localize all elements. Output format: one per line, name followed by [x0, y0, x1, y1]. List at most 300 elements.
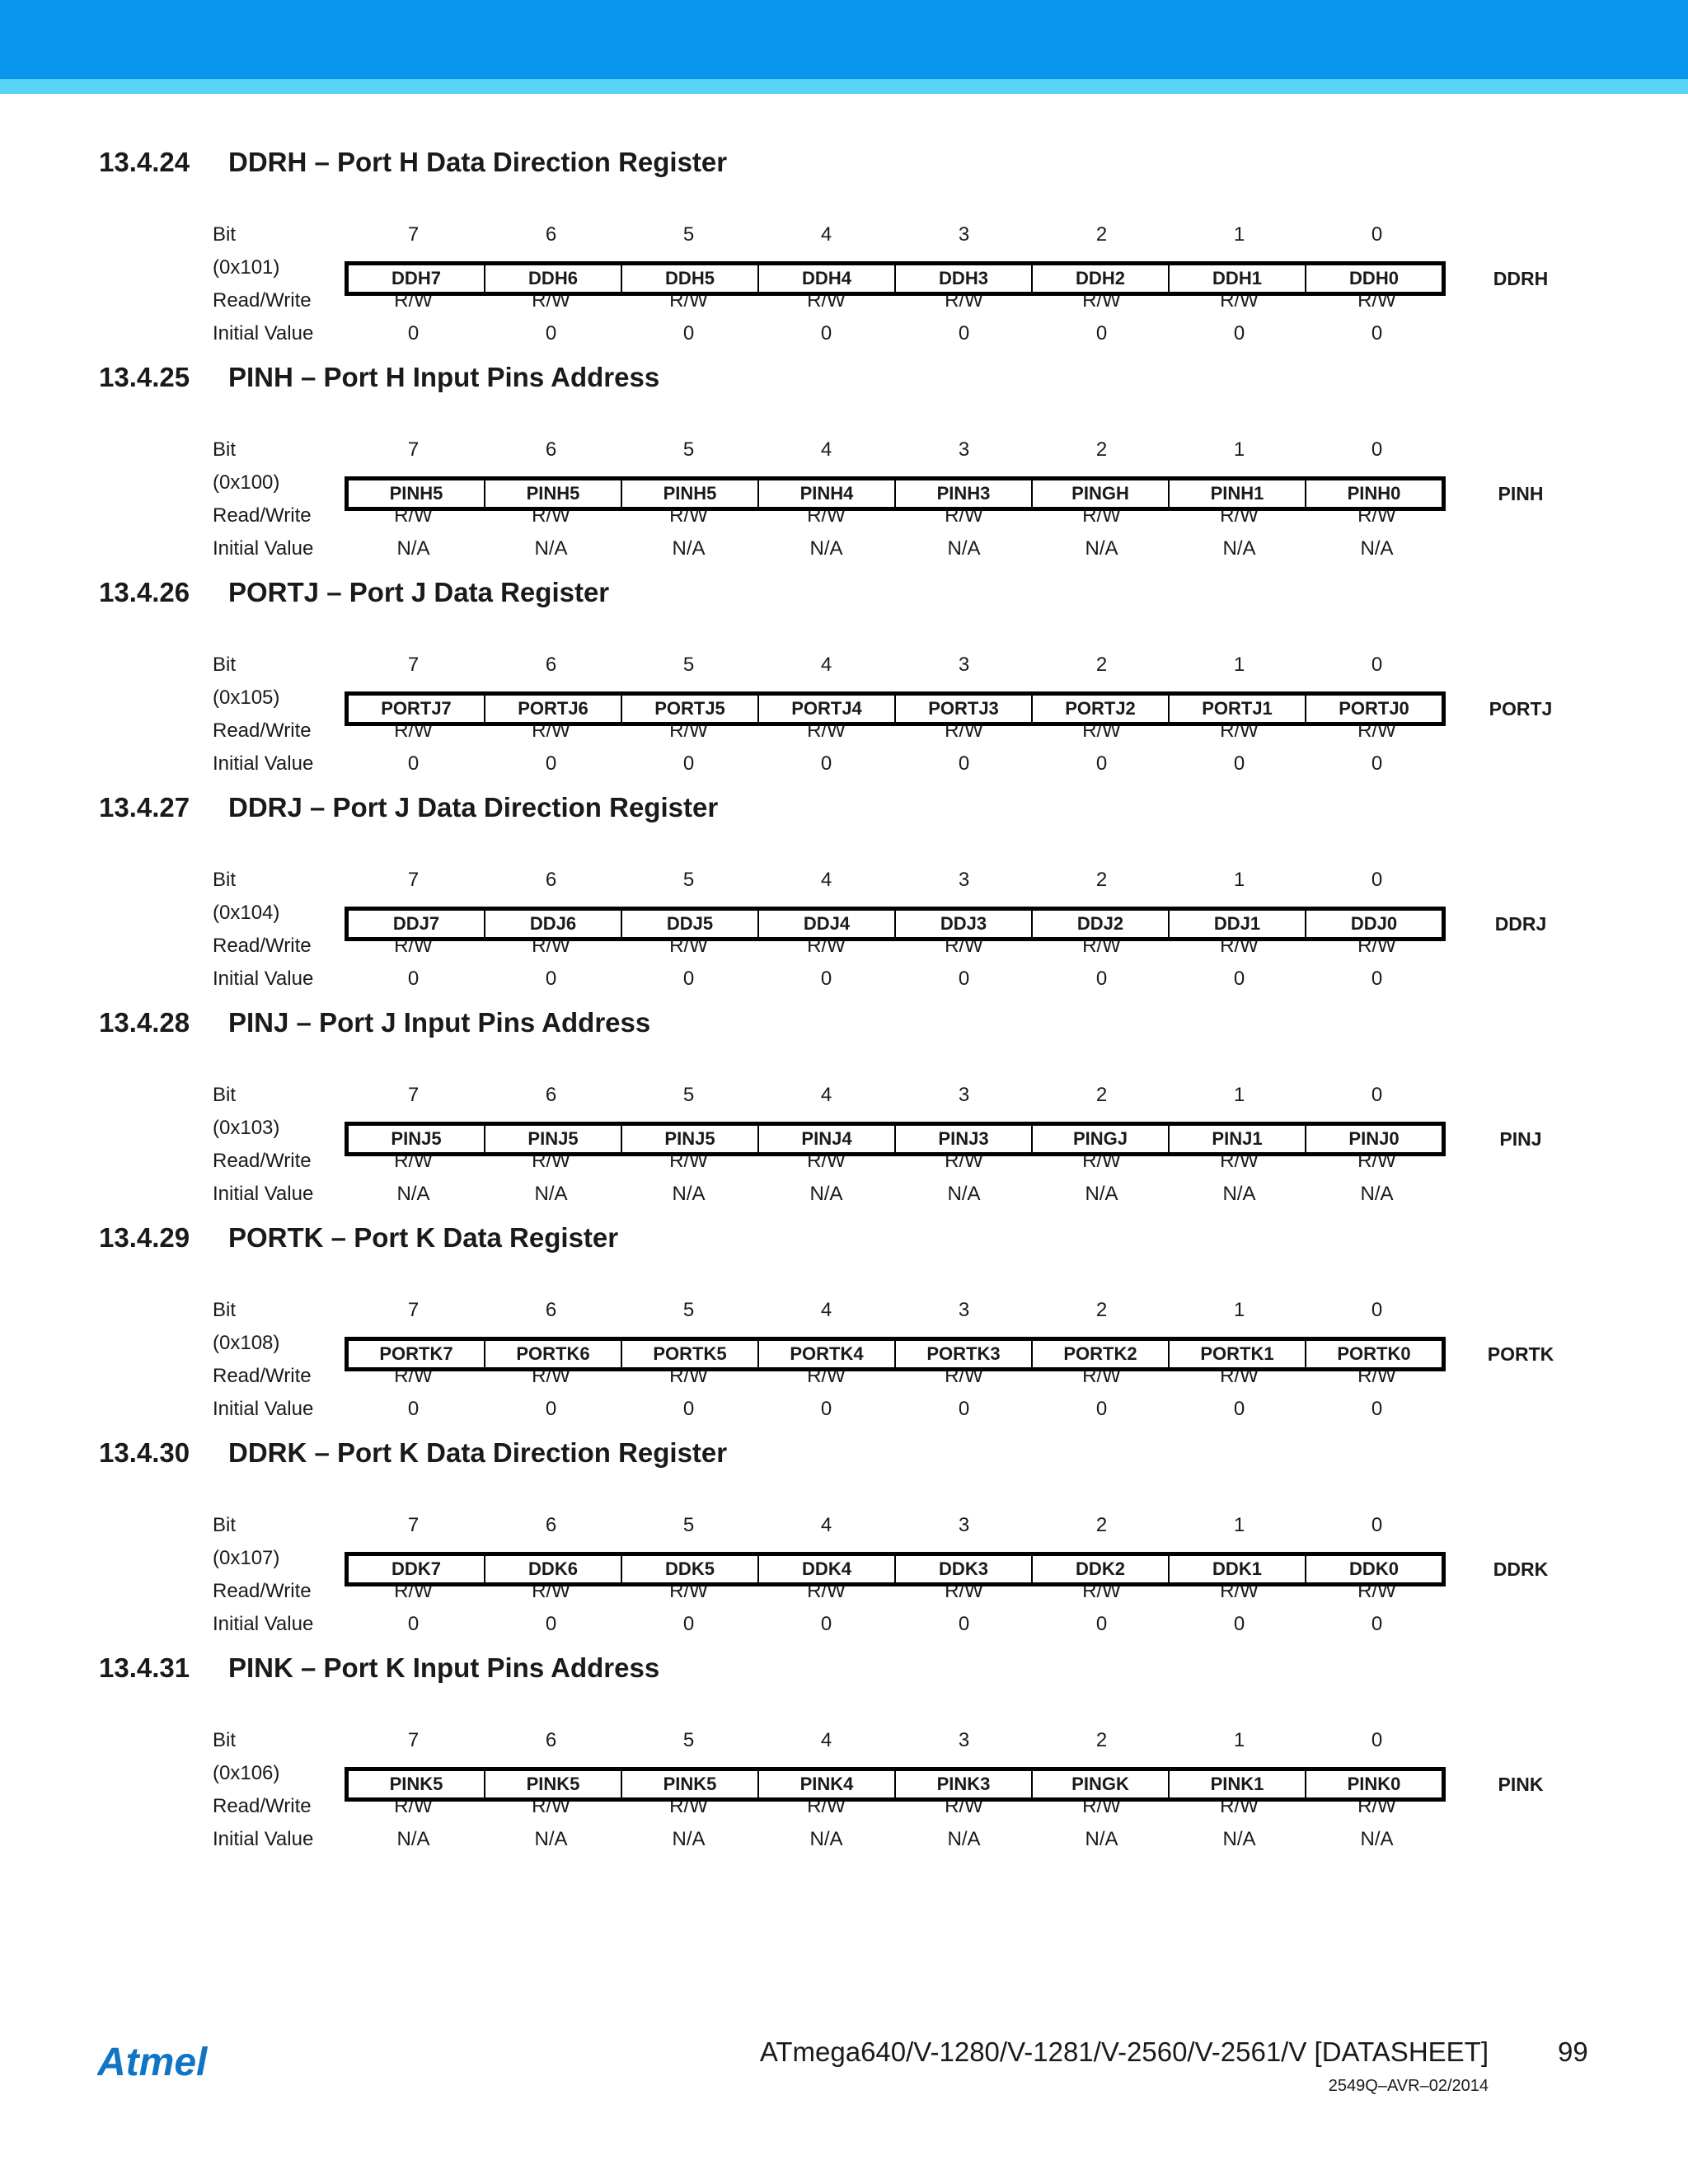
- initial-value: N/A: [534, 537, 568, 560]
- register-name: DDRJ: [1494, 913, 1547, 935]
- bit-number: 4: [820, 1299, 832, 1321]
- bit-name-cell: PINGH: [1031, 480, 1168, 507]
- bit-number: 7: [407, 223, 420, 246]
- register-bit-table: [345, 1767, 1446, 1802]
- section-title: PINK – Port K Input Pins Address: [228, 1652, 660, 1683]
- read-write-value: R/W: [1220, 504, 1259, 527]
- bit-name-cell: PORTJ3: [894, 696, 1031, 722]
- read-write-value: R/W: [807, 1580, 846, 1602]
- read-write-value: R/W: [669, 504, 708, 527]
- read-write-value: R/W: [532, 504, 570, 527]
- read-write-value: R/W: [1220, 1365, 1259, 1387]
- bit-number: 4: [820, 1729, 832, 1751]
- bit-number: 1: [1233, 1299, 1245, 1321]
- register-bit-table: [345, 907, 1446, 941]
- bit-name-cell: DDJ7: [392, 913, 440, 934]
- bit-number: 4: [820, 438, 832, 461]
- initial-value: 0: [545, 1398, 557, 1420]
- read-write-value: R/W: [945, 1795, 983, 1817]
- bit-name-cell: DDH5: [621, 265, 757, 292]
- initial-value: 0: [545, 322, 557, 344]
- initial-value: 0: [820, 1613, 832, 1635]
- read-write-value: R/W: [532, 289, 570, 312]
- bit-number: 6: [545, 1299, 557, 1321]
- read-write-value: R/W: [532, 1365, 570, 1387]
- initial-value: 0: [407, 1613, 420, 1635]
- read-write-value: R/W: [807, 935, 846, 957]
- bit-number: 4: [820, 1084, 832, 1106]
- bit-row-label: Bit: [213, 438, 237, 461]
- initial-value: N/A: [1085, 1828, 1118, 1850]
- bit-number: 5: [682, 654, 695, 676]
- initial-value: N/A: [1360, 1183, 1394, 1205]
- initial-value: 0: [820, 968, 832, 990]
- read-write-value: R/W: [1357, 1365, 1396, 1387]
- bit-number: 3: [958, 1084, 970, 1106]
- initial-value: 0: [682, 752, 695, 775]
- register-name: PINH: [1498, 483, 1544, 504]
- bit-row-label: Bit: [213, 869, 237, 891]
- section-number: 13.4.30: [99, 1437, 190, 1468]
- section-title: DDRH – Port H Data Direction Register: [228, 147, 728, 177]
- initial-value: 0: [1233, 752, 1245, 775]
- bit-name-cell: DDH4: [757, 265, 894, 292]
- address-label: (0x107): [213, 1547, 280, 1569]
- section-number: 13.4.27: [99, 792, 190, 823]
- section-number: 13.4.28: [99, 1007, 190, 1038]
- read-write-value: R/W: [394, 1795, 433, 1817]
- read-write-value: R/W: [1357, 719, 1396, 742]
- section-number: 13.4.31: [99, 1652, 190, 1683]
- read-write-value: R/W: [1082, 1580, 1121, 1602]
- bit-name-cell: PINH0: [1305, 480, 1442, 507]
- section-number: 13.4.24: [99, 147, 190, 177]
- bit-name-cell: PORTJ6: [484, 696, 621, 722]
- register-name: DDRK: [1493, 1558, 1549, 1580]
- bit-number: 6: [545, 654, 557, 676]
- bit-number: 1: [1233, 1084, 1245, 1106]
- read-write-value: R/W: [807, 1150, 846, 1172]
- register-section: [0, 577, 1688, 792]
- register-name: PINK: [1498, 1774, 1544, 1795]
- read-write-value: R/W: [1357, 289, 1396, 312]
- initial-value-label: Initial Value: [213, 1398, 314, 1420]
- bit-number: 0: [1371, 869, 1383, 891]
- initial-value: 0: [958, 322, 970, 344]
- bit-name-cell: PORTK7: [379, 1343, 453, 1364]
- read-write-value: R/W: [945, 1150, 983, 1172]
- initial-value: N/A: [396, 537, 430, 560]
- bit-name-cell: PINH3: [894, 480, 1031, 507]
- register-bit-table: [345, 261, 1446, 296]
- bit-name-cell: PINK1: [1168, 1771, 1305, 1797]
- bit-name-cell: PINK4: [757, 1771, 894, 1797]
- address-label: (0x100): [213, 471, 280, 494]
- bit-name-cell: PINJ4: [757, 1126, 894, 1152]
- initial-value: 0: [958, 1613, 970, 1635]
- read-write-value: R/W: [1220, 935, 1259, 957]
- bit-number: 7: [407, 438, 420, 461]
- bit-number: 7: [407, 1729, 420, 1751]
- read-write-label: Read/Write: [213, 1150, 312, 1172]
- bit-row-label: Bit: [213, 1084, 237, 1106]
- bit-name-cell: DDH0: [1305, 265, 1442, 292]
- read-write-value: R/W: [1082, 504, 1121, 527]
- bit-number: 1: [1233, 654, 1245, 676]
- register-section: [0, 362, 1688, 577]
- initial-value: 0: [1095, 968, 1108, 990]
- initial-value: 0: [1371, 1613, 1383, 1635]
- initial-value: 0: [407, 322, 420, 344]
- bit-name-cell: DDJ0: [1305, 911, 1442, 937]
- initial-value-label: Initial Value: [213, 752, 314, 775]
- initial-value: N/A: [396, 1183, 430, 1205]
- read-write-label: Read/Write: [213, 1580, 312, 1602]
- read-write-value: R/W: [807, 1795, 846, 1817]
- read-write-value: R/W: [1357, 935, 1396, 957]
- bit-number: 5: [682, 1514, 695, 1536]
- initial-value: 0: [407, 752, 420, 775]
- bit-number: 0: [1371, 1084, 1383, 1106]
- bit-number: 1: [1233, 1729, 1245, 1751]
- bit-name-cell: PINH4: [757, 480, 894, 507]
- section-title: DDRJ – Port J Data Direction Register: [228, 792, 719, 823]
- register-bit-table: [345, 1337, 1446, 1371]
- read-write-value: R/W: [1082, 719, 1121, 742]
- read-write-value: R/W: [1082, 935, 1121, 957]
- initial-value: 0: [820, 322, 832, 344]
- initial-value: N/A: [1085, 537, 1118, 560]
- bit-number: 3: [958, 223, 970, 246]
- read-write-value: R/W: [532, 935, 570, 957]
- bit-number: 6: [545, 869, 557, 891]
- bit-number: 6: [545, 1729, 557, 1751]
- address-label: (0x104): [213, 902, 280, 924]
- bit-number: 6: [545, 1084, 557, 1106]
- initial-value: 0: [1371, 1398, 1383, 1420]
- bit-name-cell: DDK0: [1305, 1556, 1442, 1582]
- read-write-value: R/W: [669, 935, 708, 957]
- bit-number: 1: [1233, 438, 1245, 461]
- initial-value: N/A: [1222, 1183, 1256, 1205]
- header-stripe: [0, 79, 1688, 94]
- read-write-value: R/W: [532, 1150, 570, 1172]
- bit-name-cell: PORTK2: [1031, 1341, 1168, 1367]
- bit-number: 3: [958, 1514, 970, 1536]
- register-section: [0, 792, 1688, 1007]
- bit-name-cell: PORTJ4: [757, 696, 894, 722]
- bit-number: 7: [407, 1514, 420, 1536]
- bit-name-cell: PORTK4: [757, 1341, 894, 1367]
- bit-number: 2: [1095, 1514, 1108, 1536]
- initial-value: 0: [1095, 1398, 1108, 1420]
- bit-name-cell: DDK4: [757, 1556, 894, 1582]
- address-label: (0x105): [213, 687, 280, 709]
- initial-value: 0: [820, 752, 832, 775]
- bit-name-cell: PINJ5: [391, 1128, 442, 1149]
- bit-name-cell: DDJ5: [621, 911, 757, 937]
- initial-value: N/A: [947, 1183, 981, 1205]
- bit-name-cell: PINH5: [621, 480, 757, 507]
- bit-name-cell: DDH3: [894, 265, 1031, 292]
- bit-number: 2: [1095, 869, 1108, 891]
- bit-number: 1: [1233, 223, 1245, 246]
- bit-number: 5: [682, 438, 695, 461]
- bit-number: 1: [1233, 1514, 1245, 1536]
- address-label: (0x103): [213, 1117, 280, 1139]
- bit-number: 7: [407, 869, 420, 891]
- initial-value: N/A: [1222, 537, 1256, 560]
- bit-name-cell: PINK5: [621, 1771, 757, 1797]
- read-write-value: R/W: [1357, 1580, 1396, 1602]
- register-section: [0, 1652, 1688, 1868]
- bit-number: 0: [1371, 1299, 1383, 1321]
- register-section: [0, 1222, 1688, 1437]
- bit-number: 3: [958, 654, 970, 676]
- bit-number: 2: [1095, 1299, 1108, 1321]
- address-label: (0x108): [213, 1332, 280, 1354]
- bit-name-cell: DDK7: [392, 1558, 441, 1579]
- initial-value: 0: [1233, 968, 1245, 990]
- read-write-value: R/W: [669, 1795, 708, 1817]
- bit-number: 5: [682, 1299, 695, 1321]
- initial-value: N/A: [672, 1183, 706, 1205]
- read-write-value: R/W: [394, 719, 433, 742]
- register-section: [0, 147, 1688, 362]
- read-write-value: R/W: [945, 719, 983, 742]
- bit-name-cell: PINGJ: [1031, 1126, 1168, 1152]
- read-write-value: R/W: [1220, 1580, 1259, 1602]
- initial-value: 0: [682, 968, 695, 990]
- register-bit-table: [345, 476, 1446, 511]
- bit-name-cell: DDK1: [1168, 1556, 1305, 1582]
- read-write-label: Read/Write: [213, 1365, 312, 1387]
- initial-value-label: Initial Value: [213, 322, 314, 344]
- initial-value-label: Initial Value: [213, 1613, 314, 1635]
- initial-value-label: Initial Value: [213, 537, 314, 560]
- bit-name-cell: PORTJ7: [381, 698, 452, 719]
- read-write-label: Read/Write: [213, 719, 312, 742]
- section-title: PORTK – Port K Data Register: [228, 1222, 619, 1253]
- read-write-value: R/W: [807, 289, 846, 312]
- address-label: (0x101): [213, 256, 280, 279]
- initial-value: 0: [958, 752, 970, 775]
- bit-number: 0: [1371, 223, 1383, 246]
- initial-value: 0: [1095, 322, 1108, 344]
- bit-number: 7: [407, 1299, 420, 1321]
- bit-name-cell: PORTK0: [1305, 1341, 1442, 1367]
- bit-name-cell: PINGK: [1031, 1771, 1168, 1797]
- read-write-label: Read/Write: [213, 1795, 312, 1817]
- read-write-value: R/W: [1220, 289, 1259, 312]
- bit-name-cell: PINH1: [1168, 480, 1305, 507]
- initial-value: N/A: [1360, 1828, 1394, 1850]
- read-write-value: R/W: [394, 1150, 433, 1172]
- bit-number: 2: [1095, 654, 1108, 676]
- initial-value-label: Initial Value: [213, 1183, 314, 1205]
- initial-value: 0: [1095, 1613, 1108, 1635]
- register-bit-table: [345, 691, 1446, 726]
- initial-value: 0: [682, 1613, 695, 1635]
- read-write-value: R/W: [532, 719, 570, 742]
- register-section: [0, 1007, 1688, 1222]
- register-name: PORTJ: [1489, 698, 1553, 719]
- bit-name-cell: PINH5: [484, 480, 621, 507]
- bit-name-cell: PINK5: [389, 1774, 443, 1794]
- initial-value: 0: [407, 1398, 420, 1420]
- bit-number: 2: [1095, 438, 1108, 461]
- read-write-value: R/W: [1220, 1150, 1259, 1172]
- bit-number: 2: [1095, 223, 1108, 246]
- bit-number: 4: [820, 869, 832, 891]
- register-section: [0, 1437, 1688, 1652]
- bit-number: 6: [545, 223, 557, 246]
- document-code: 2549Q–AVR–02/2014: [1328, 2077, 1489, 2095]
- bit-name-cell: DDJ6: [484, 911, 621, 937]
- read-write-value: R/W: [669, 719, 708, 742]
- initial-value: N/A: [947, 1828, 981, 1850]
- read-write-value: R/W: [394, 1365, 433, 1387]
- bit-number: 3: [958, 1299, 970, 1321]
- initial-value: 0: [1371, 322, 1383, 344]
- section-number: 13.4.26: [99, 577, 190, 607]
- bit-row-label: Bit: [213, 1729, 237, 1751]
- read-write-value: R/W: [945, 1580, 983, 1602]
- atmel-logo: [97, 2042, 237, 2083]
- section-number: 13.4.25: [99, 362, 190, 392]
- initial-value: 0: [1233, 1398, 1245, 1420]
- read-write-value: R/W: [394, 289, 433, 312]
- initial-value: N/A: [809, 1828, 843, 1850]
- initial-value: N/A: [672, 537, 706, 560]
- bit-number: 3: [958, 1729, 970, 1751]
- bit-name-cell: PORTJ0: [1305, 696, 1442, 722]
- initial-value: N/A: [1085, 1183, 1118, 1205]
- bit-number: 5: [682, 1729, 695, 1751]
- read-write-value: R/W: [945, 289, 983, 312]
- bit-number: 0: [1371, 438, 1383, 461]
- initial-value-label: Initial Value: [213, 1828, 314, 1850]
- initial-value: 0: [407, 968, 420, 990]
- read-write-value: R/W: [1082, 289, 1121, 312]
- bit-number: 2: [1095, 1084, 1108, 1106]
- initial-value: 0: [958, 968, 970, 990]
- document-title: ATmega640/V-1280/V-1281/V-2560/V-2561/V [DATASHEET]: [759, 2036, 1489, 2067]
- bit-number: 0: [1371, 1729, 1383, 1751]
- initial-value: N/A: [396, 1828, 430, 1850]
- bit-name-cell: PINK3: [894, 1771, 1031, 1797]
- bit-number: 2: [1095, 1729, 1108, 1751]
- bit-name-cell: DDK5: [621, 1556, 757, 1582]
- initial-value: 0: [1233, 322, 1245, 344]
- section-title: PORTJ – Port J Data Register: [228, 577, 610, 607]
- bit-name-cell: PINJ3: [894, 1126, 1031, 1152]
- section-title: DDRK – Port K Data Direction Register: [228, 1437, 728, 1468]
- bit-number: 5: [682, 223, 695, 246]
- bit-name-cell: PINH5: [389, 483, 443, 504]
- bit-name-cell: DDJ1: [1168, 911, 1305, 937]
- initial-value: N/A: [947, 537, 981, 560]
- bit-name-cell: PORTJ5: [621, 696, 757, 722]
- initial-value: 0: [545, 1613, 557, 1635]
- read-write-value: R/W: [394, 935, 433, 957]
- bit-name-cell: PORTJ2: [1031, 696, 1168, 722]
- section-number: 13.4.29: [99, 1222, 190, 1253]
- initial-value: N/A: [672, 1828, 706, 1850]
- bit-name-cell: PORTK1: [1168, 1341, 1305, 1367]
- read-write-value: R/W: [394, 1580, 433, 1602]
- initial-value: N/A: [1222, 1828, 1256, 1850]
- bit-name-cell: PINK5: [484, 1771, 621, 1797]
- register-name: PORTK: [1487, 1343, 1554, 1365]
- bit-row-label: Bit: [213, 223, 237, 246]
- bit-name-cell: PORTK3: [894, 1341, 1031, 1367]
- register-bit-table: [345, 1552, 1446, 1586]
- initial-value: 0: [1095, 752, 1108, 775]
- bit-number: 3: [958, 438, 970, 461]
- address-label: (0x106): [213, 1762, 280, 1784]
- read-write-value: R/W: [945, 1365, 983, 1387]
- bit-row-label: Bit: [213, 654, 237, 676]
- atmel-logo-text: Atmel: [97, 2042, 208, 2083]
- bit-number: 0: [1371, 654, 1383, 676]
- initial-value: 0: [682, 322, 695, 344]
- bit-name-cell: PINJ5: [621, 1126, 757, 1152]
- initial-value: 0: [545, 752, 557, 775]
- bit-name-cell: DDH1: [1168, 265, 1305, 292]
- page-number: 99: [1558, 2036, 1588, 2067]
- bit-name-cell: PINK0: [1305, 1771, 1442, 1797]
- bit-row-label: Bit: [213, 1299, 237, 1321]
- read-write-value: R/W: [1357, 1795, 1396, 1817]
- read-write-value: R/W: [807, 719, 846, 742]
- read-write-value: R/W: [1082, 1150, 1121, 1172]
- bit-number: 7: [407, 1084, 420, 1106]
- read-write-value: R/W: [945, 504, 983, 527]
- read-write-value: R/W: [1082, 1795, 1121, 1817]
- initial-value: N/A: [1360, 537, 1394, 560]
- read-write-value: R/W: [1220, 719, 1259, 742]
- read-write-value: R/W: [1220, 1795, 1259, 1817]
- bit-number: 6: [545, 1514, 557, 1536]
- initial-value: N/A: [809, 537, 843, 560]
- read-write-value: R/W: [532, 1580, 570, 1602]
- initial-value: 0: [1233, 1613, 1245, 1635]
- bit-number: 0: [1371, 1514, 1383, 1536]
- bit-number: 4: [820, 1514, 832, 1536]
- header-bar: [0, 0, 1688, 79]
- bit-number: 5: [682, 1084, 695, 1106]
- read-write-value: R/W: [669, 1365, 708, 1387]
- bit-name-cell: PORTK5: [621, 1341, 757, 1367]
- read-write-label: Read/Write: [213, 935, 312, 957]
- bit-name-cell: PINJ0: [1305, 1126, 1442, 1152]
- bit-name-cell: PINJ5: [484, 1126, 621, 1152]
- bit-name-cell: PORTK6: [484, 1341, 621, 1367]
- bit-name-cell: PORTJ1: [1168, 696, 1305, 722]
- bit-row-label: Bit: [213, 1514, 237, 1536]
- read-write-value: R/W: [807, 1365, 846, 1387]
- initial-value: 0: [545, 968, 557, 990]
- read-write-value: R/W: [1357, 504, 1396, 527]
- initial-value: 0: [1371, 752, 1383, 775]
- bit-number: 7: [407, 654, 420, 676]
- read-write-value: R/W: [1082, 1365, 1121, 1387]
- bit-name-cell: DDK3: [894, 1556, 1031, 1582]
- bit-name-cell: DDJ4: [757, 911, 894, 937]
- read-write-value: R/W: [532, 1795, 570, 1817]
- bit-name-cell: PINJ1: [1168, 1126, 1305, 1152]
